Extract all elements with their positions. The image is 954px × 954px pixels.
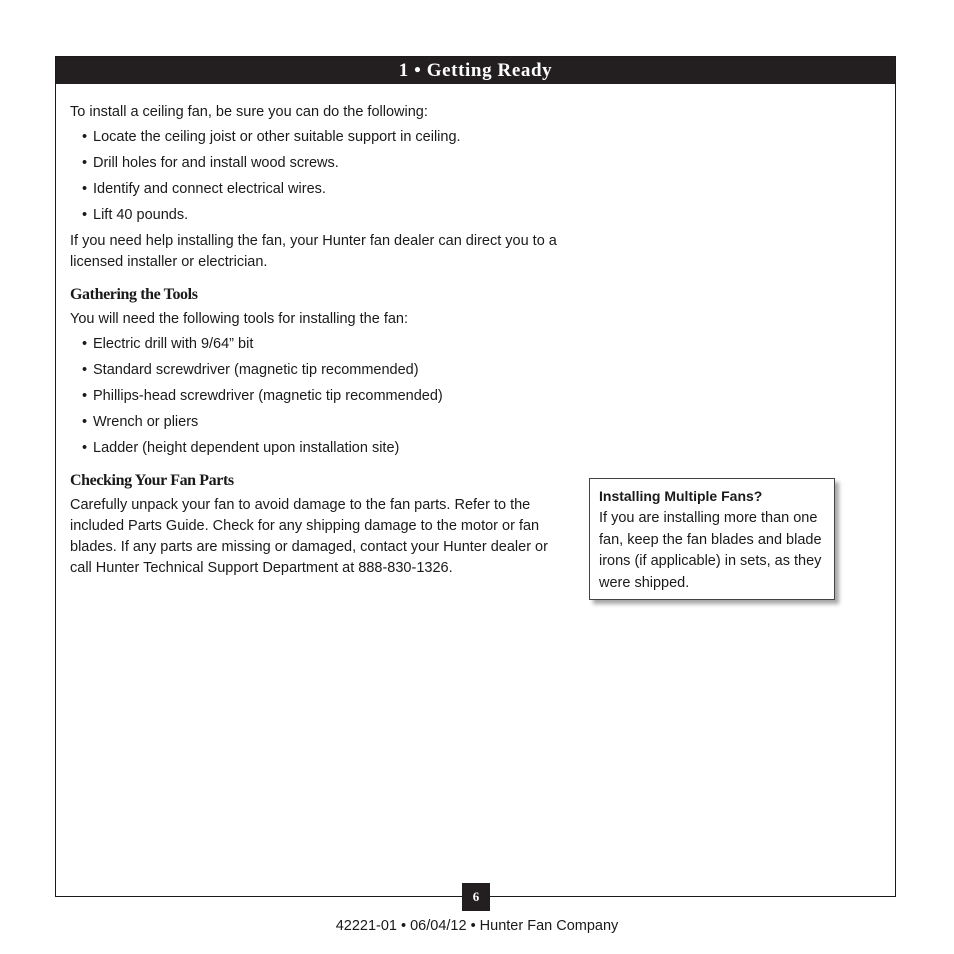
list-item: • Drill holes for and install wood screws. <box>82 153 560 174</box>
list-item: • Standard screwdriver (magnetic tip recommended) <box>82 360 560 381</box>
note-title: Installing Multiple Fans? <box>599 488 763 504</box>
bullet-icon: • <box>82 207 88 223</box>
list-item: • Lift 40 pounds. <box>82 205 560 226</box>
list-item: • Electric drill with 9/64” bit <box>82 334 560 355</box>
list-item: • Identify and connect electrical wires. <box>82 179 560 200</box>
parts-heading: Checking Your Fan Parts <box>70 472 234 489</box>
help-text: If you need help installing the fan, your Hunter fan dealer can direct you to a licensed installer or electrician. <box>70 233 557 270</box>
main-content <box>70 102 560 579</box>
tools-heading: Gathering the Tools <box>70 286 198 303</box>
tools-lead: You will need the following tools for installing the fan: <box>70 311 409 327</box>
bullet-icon: • <box>82 129 88 145</box>
bullet-icon: • <box>82 155 88 171</box>
section-title-bar: 1 • Getting Ready <box>56 57 895 84</box>
page-number: 6 <box>462 883 490 911</box>
bullet-icon: • <box>82 181 88 197</box>
bullet-icon: • <box>82 336 88 352</box>
bullet-icon: • <box>82 362 88 378</box>
note-body: If you are installing more than one fan, keep the fan blades and blade irons (if applicable) in sets, as they were shipped. <box>599 510 822 591</box>
list-item: • Locate the ceiling joist or other suitable support in ceiling. <box>82 127 560 148</box>
parts-body: Carefully unpack your fan to avoid damage to the fan parts. Refer to the included Parts Guide. Check for any shipping damage to the motor or fan blades. If any parts are missing or damaged, contact your Hunter dealer or call Hunter Technical Support Department at 888-830-1326. <box>70 497 548 576</box>
list-item: • Ladder (height dependent upon installation site) <box>82 438 560 459</box>
multiple-fans-note <box>589 478 835 600</box>
tools-list <box>70 334 560 459</box>
list-item: • Phillips-head screwdriver (magnetic tip recommended) <box>82 386 560 407</box>
list-item: • Wrench or pliers <box>82 412 560 433</box>
bullet-icon: • <box>82 388 88 404</box>
bullet-icon: • <box>82 440 88 456</box>
requirements-list <box>70 127 560 226</box>
intro-lead: To install a ceiling fan, be sure you can do the following: <box>70 104 428 120</box>
page-frame <box>55 56 896 897</box>
bullet-icon: • <box>82 414 88 430</box>
footer-text: 42221-01 • 06/04/12 • Hunter Fan Company <box>335 918 619 934</box>
